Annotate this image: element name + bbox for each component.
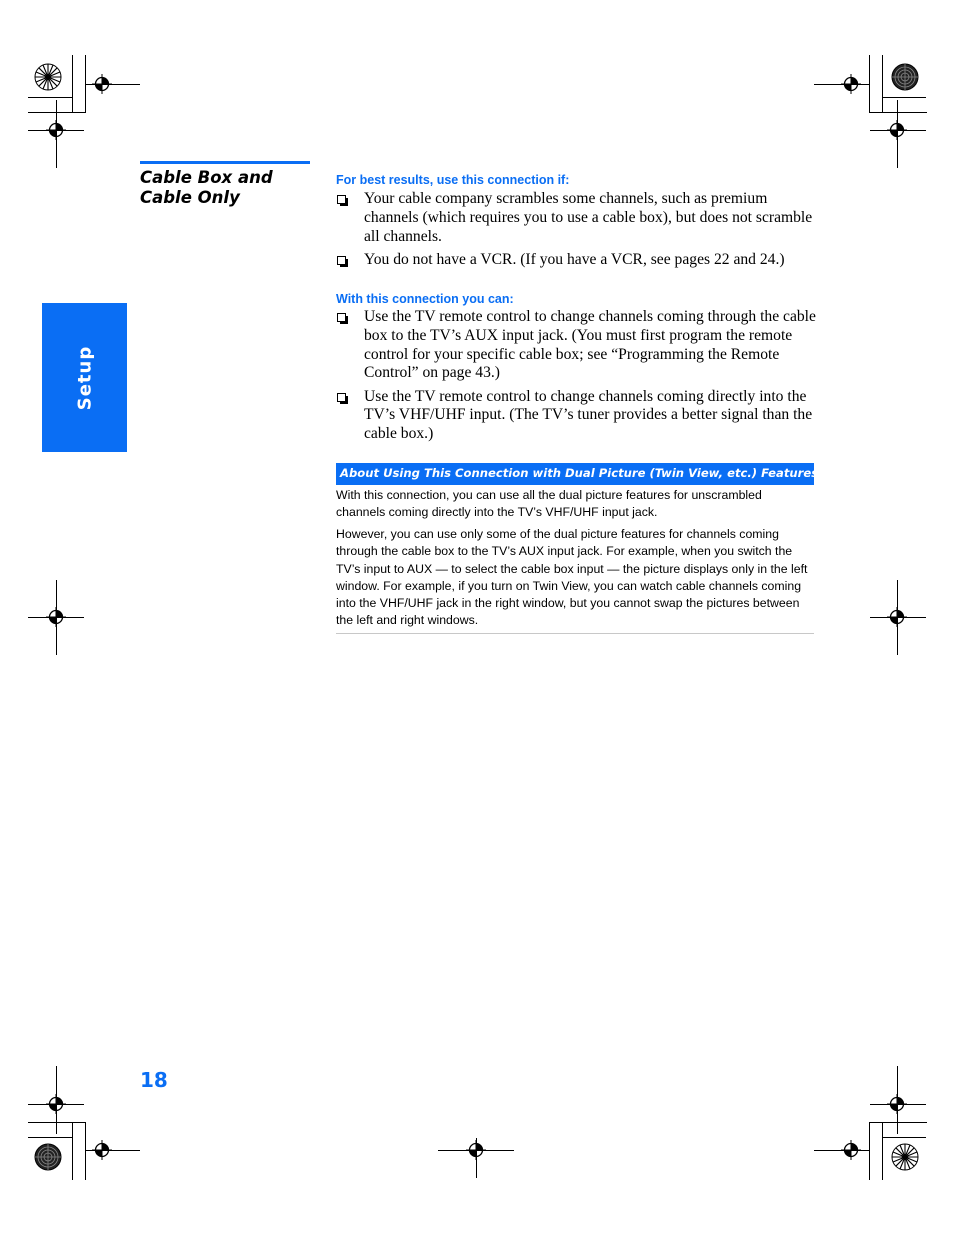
dual-picture-heading: About Using This Connection with Dual Picture (Twin View, etc.) Features (340, 466, 819, 480)
connection-can-heading: With this connection you can: (336, 292, 514, 306)
dual-picture-paragraph: With this connection, you can use all the dual picture features for unscrambled channels coming directly into the TV’s VHF/UHF input jack. (336, 488, 762, 520)
crosshair-icon (841, 74, 861, 94)
crosshair-icon (466, 1140, 486, 1160)
crop-mark (869, 1122, 870, 1180)
crop-mark (882, 55, 883, 113)
section-title (140, 168, 320, 208)
list-item-text: Use the TV remote control to change channels coming directly into the TV’s VHF/UHF input. (The TV’s tuner provides a better signal than the cable box.) (364, 387, 813, 443)
crop-mark (85, 1122, 86, 1180)
crosshair-icon (887, 1094, 907, 1114)
list-item (336, 251, 816, 270)
list-item-text: Use the TV remote control to change channels coming through the cable box to the TV’s AUX input jack. (You must first program the remote control for your specific cable box; see “Programming the Remote Control” on page 43.) (364, 308, 816, 382)
crop-mark (882, 1122, 883, 1180)
crosshair-icon (92, 1140, 112, 1160)
crop-mark (28, 112, 86, 113)
connection-can-list (336, 308, 816, 449)
section-title-line: Cable Only (140, 188, 240, 207)
starburst-icon (34, 1143, 62, 1171)
crop-mark (882, 97, 926, 98)
crop-mark (28, 1122, 86, 1123)
crosshair-icon (46, 1094, 66, 1114)
list-item (336, 308, 816, 383)
dual-picture-heading-bar (336, 463, 819, 485)
title-rule (140, 161, 310, 164)
crop-mark (72, 1122, 73, 1180)
side-tab-label: Setup (74, 345, 95, 410)
section-title-line: Cable Box and (140, 168, 273, 187)
best-results-heading: For best results, use this connection if: (336, 173, 570, 187)
best-results-list (336, 190, 816, 274)
crosshair-icon (46, 607, 66, 627)
crosshair-icon (92, 74, 112, 94)
crop-mark (882, 1137, 926, 1138)
crosshair-icon (841, 1140, 861, 1160)
starburst-icon (34, 63, 62, 91)
crosshair-icon (887, 120, 907, 140)
starburst-icon (891, 63, 919, 91)
list-item-text: Your cable company scrambles some channels, such as premium channels (which requires you to use a cable box), but does not scramble all channels. (364, 190, 813, 245)
crop-mark (869, 55, 870, 113)
crop-mark (869, 112, 927, 113)
crop-mark (72, 55, 73, 113)
section-divider (336, 633, 814, 634)
list-item (336, 190, 816, 246)
crosshair-icon (46, 120, 66, 140)
list-item-text: You do not have a VCR. (If you have a VCR, see pages 22 and 24.) (364, 250, 785, 268)
section-side-tab (42, 303, 127, 452)
checkbox-icon (337, 313, 346, 322)
page-number: 18 (140, 1068, 168, 1092)
checkbox-icon (337, 256, 346, 265)
crop-mark (28, 97, 72, 98)
list-item (336, 388, 816, 444)
dual-picture-paragraph: However, you can use only some of the dual picture features for channels coming through the cable box to the TV’s AUX input jack. For example, when you switch the TV’s input to AUX — to select the cable box input — the picture displays only in the left window. For example, if you turn on Twin View, you can watch cable channels coming into the VHF/UHF jack in the right window, but you cannot swap the pictures between the left and right windows. (336, 527, 808, 628)
checkbox-icon (337, 393, 346, 402)
checkbox-icon (337, 195, 346, 204)
starburst-icon (891, 1143, 919, 1171)
crosshair-icon (887, 607, 907, 627)
crop-mark (28, 1137, 72, 1138)
crop-mark (869, 1122, 927, 1123)
